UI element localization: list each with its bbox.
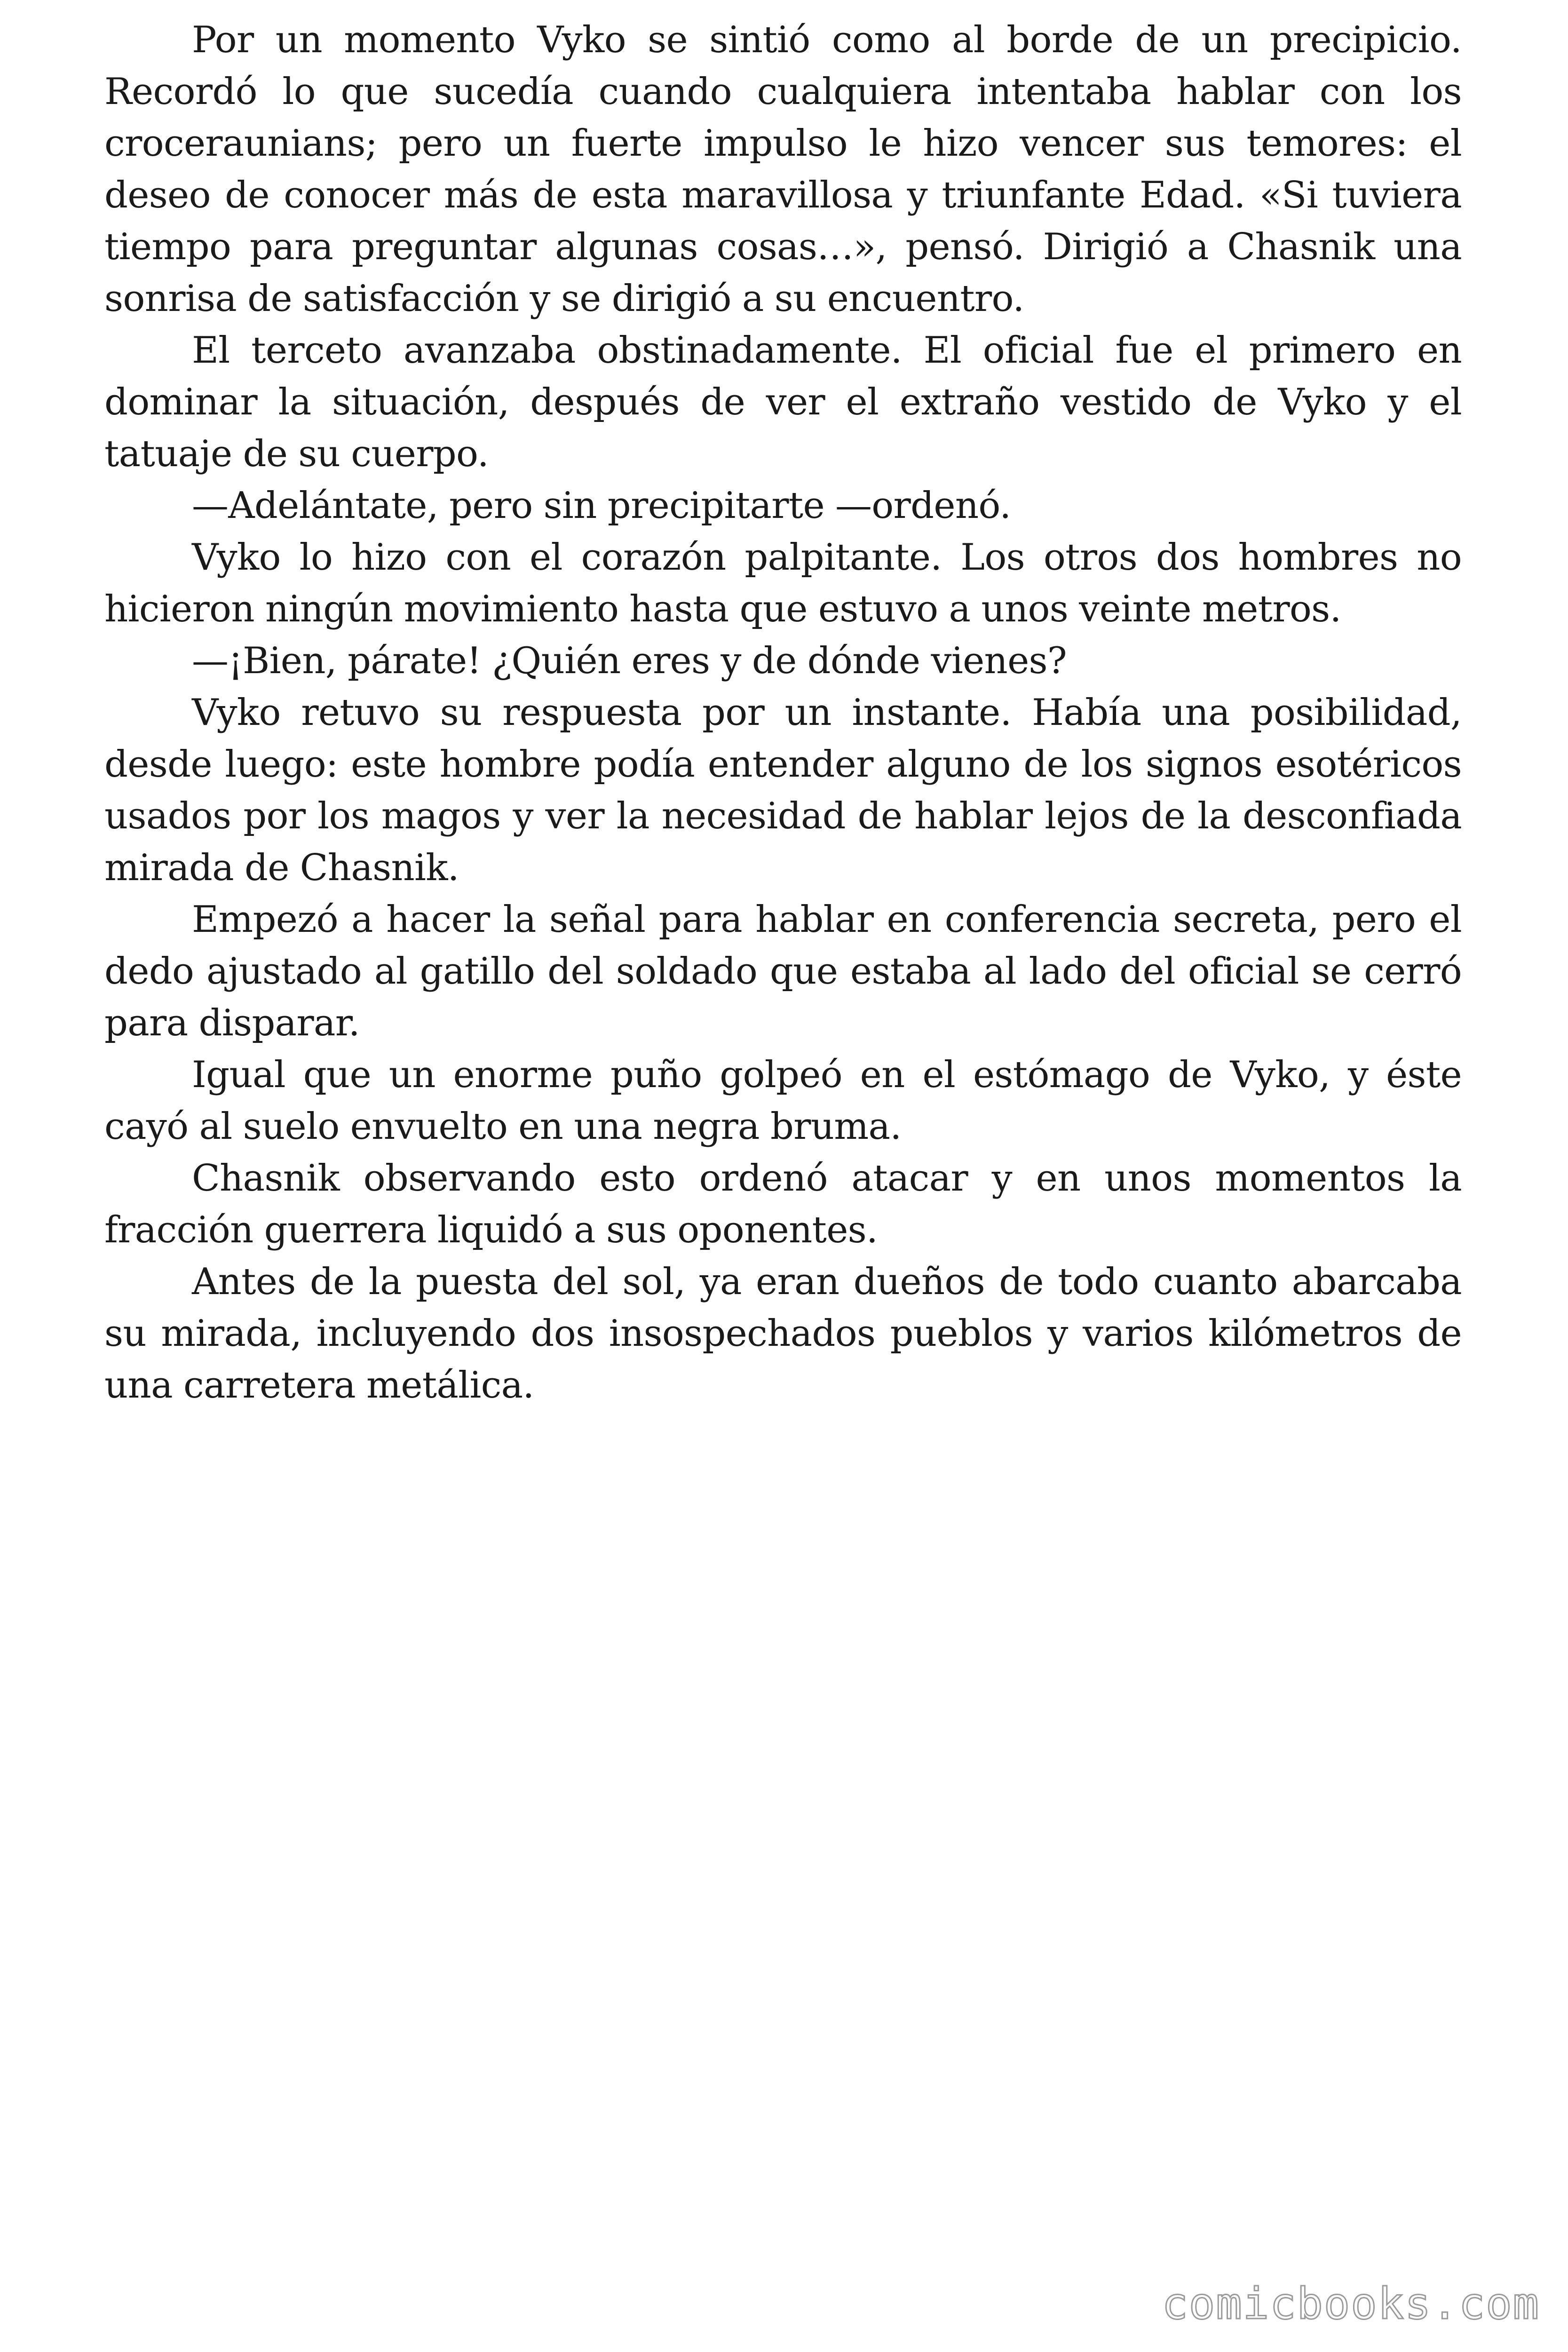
paragraph: Vyko retuvo su respuesta por un instante. Había una posibilidad, desde luego: este hombre podía entender alguno de los signos esotéricos usados por los magos y ver la necesidad de hablar lejos de la desconfiada mirada de Chasnik. xyxy=(104,691,1462,889)
paragraph: —¡Bien, párate! ¿Quién eres y de dónde vienes? xyxy=(192,640,1067,682)
paragraph: Empezó a hacer la señal para hablar en conferencia secreta, pero el dedo ajustado al gatillo del soldado que estaba al lado del oficial se cerró para disparar. xyxy=(104,898,1462,1044)
body-text xyxy=(104,14,1462,1411)
paragraph: Chasnik observando esto ordenó atacar y en unos momentos la fracción guerrera liquidó a sus oponentes. xyxy=(104,1157,1462,1251)
paragraph: Vyko lo hizo con el corazón palpitante. Los otros dos hombres no hicieron ningún movimiento hasta que estuvo a unos veinte metros. xyxy=(104,536,1462,630)
paragraph: El terceto avanzaba obstinadamente. El oficial fue el primero en dominar la situación, después de ver el extraño vestido de Vyko y el tatuaje de su cuerpo. xyxy=(104,329,1462,475)
watermark: comicbooks.com xyxy=(1162,2279,1540,2329)
paragraph: Antes de la puesta del sol, ya eran dueños de todo cuanto abarcaba su mirada, incluyendo dos insospechados pueblos y varios kilómetros de una carretera metálica. xyxy=(104,1261,1462,1406)
paragraph: Por un momento Vyko se sintió como al borde de un precipicio. Recordó lo que sucedía cuando cualquiera intentaba hablar con los croceraunians; pero un fuerte impulso le hizo vencer sus temores: el deseo de conocer más de esta maravillosa y triunfante Edad. «Si tuviera tiempo para preguntar algunas cosas…», pensó. Dirigió a Chasnik una sonrisa de satisfacción y se dirigió a su encuentro. xyxy=(104,19,1462,320)
paragraph: —Adelántate, pero sin precipitarte —ordenó. xyxy=(192,485,1011,527)
paragraph: Igual que un enorme puño golpeó en el estómago de Vyko, y éste cayó al suelo envuelto en una negra bruma. xyxy=(104,1054,1462,1148)
